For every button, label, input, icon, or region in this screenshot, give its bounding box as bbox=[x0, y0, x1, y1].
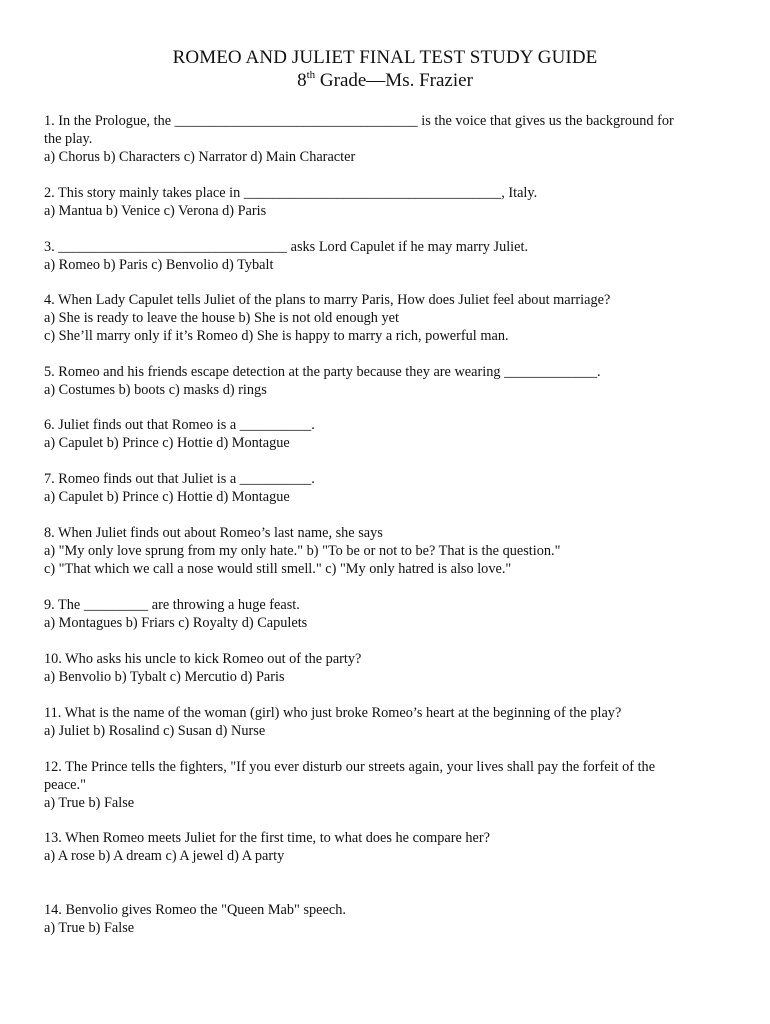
question-14-choices: a) True b) False bbox=[44, 920, 135, 936]
page-title: ROMEO AND JULIET FINAL TEST STUDY GUIDE bbox=[172, 47, 598, 68]
question-9-prompt: 9. The _________ are throwing a huge feast. bbox=[44, 597, 300, 613]
question-12-choices: a) True b) False bbox=[44, 795, 135, 811]
question-4 bbox=[44, 291, 734, 345]
question-9-choices: a) Montagues b) Friars c) Royalty d) Capulets bbox=[44, 615, 308, 631]
question-2-choices: a) Mantua b) Venice c) Verona d) Paris bbox=[44, 203, 267, 219]
question-1-choices: a) Chorus b) Characters c) Narrator d) Main Character bbox=[44, 149, 356, 165]
question-7-choices: a) Capulet b) Prince c) Hottie d) Montague bbox=[44, 489, 290, 505]
question-1 bbox=[44, 112, 734, 166]
question-9 bbox=[44, 596, 734, 632]
question-2-prompt: 2. This story mainly takes place in ____________________________________, Italy. bbox=[44, 185, 538, 201]
question-8-prompt: 8. When Juliet finds out about Romeo’s last name, she says bbox=[44, 525, 383, 541]
question-11-choices: a) Juliet b) Rosalind c) Susan d) Nurse bbox=[44, 723, 266, 739]
subtitle-grade-ordinal: th bbox=[306, 69, 316, 81]
question-6-choices: a) Capulet b) Prince c) Hottie d) Montague bbox=[44, 435, 290, 451]
question-4-choices-cd: c) She’ll marry only if it’s Romeo d) She is happy to marry a rich, powerful man. bbox=[44, 328, 509, 344]
question-3-prompt: 3. ________________________________ asks Lord Capulet if he may marry Juliet. bbox=[44, 239, 529, 255]
question-2 bbox=[44, 184, 734, 220]
question-12 bbox=[44, 758, 734, 812]
question-8 bbox=[44, 524, 734, 578]
question-10-choices: a) Benvolio b) Tybalt c) Mercutio d) Paris bbox=[44, 669, 285, 685]
question-4-prompt: 4. When Lady Capulet tells Juliet of the plans to marry Paris, How does Juliet feel about marriage? bbox=[44, 292, 611, 308]
question-8-choices-ab: a) "My only love sprung from my only hate." b) "To be or not to be? That is the question." bbox=[44, 543, 561, 559]
question-8-choices-cd: c) "That which we call a nose would still smell." c) "My only hatred is also love." bbox=[44, 561, 512, 577]
question-14-prompt: 14. Benvolio gives Romeo the "Queen Mab" speech. bbox=[44, 902, 346, 918]
question-13-prompt: 13. When Romeo meets Juliet for the first time, to what does he compare her? bbox=[44, 830, 490, 846]
question-5-prompt: 5. Romeo and his friends escape detection at the party because they are wearing _____________. bbox=[44, 364, 601, 380]
question-3-choices: a) Romeo b) Paris c) Benvolio d) Tybalt bbox=[44, 257, 274, 273]
subtitle-grade-number: 8 bbox=[297, 70, 307, 91]
question-5 bbox=[44, 363, 734, 399]
question-11 bbox=[44, 704, 734, 740]
question-10-prompt: 10. Who asks his uncle to kick Romeo out of the party? bbox=[44, 651, 362, 667]
question-12-prompt: 12. The Prince tells the fighters, "If you ever disturb our streets again, your lives shall pay the forfeit of the bbox=[44, 759, 656, 775]
question-1-prompt: 1. In the Prologue, the __________________________________ is the voice that gives us the background for bbox=[44, 113, 674, 129]
question-7-prompt: 7. Romeo finds out that Juliet is a __________. bbox=[44, 471, 315, 487]
question-12-prompt-continued: peace." bbox=[44, 777, 86, 793]
page-subtitle bbox=[0, 68, 770, 94]
question-13-choices: a) A rose b) A dream c) A jewel d) A party bbox=[44, 848, 285, 864]
question-7 bbox=[44, 470, 734, 506]
question-13 bbox=[44, 829, 734, 865]
question-6-prompt: 6. Juliet finds out that Romeo is a __________. bbox=[44, 417, 315, 433]
question-11-prompt: 11. What is the name of the woman (girl) who just broke Romeo’s heart at the beginning of the play? bbox=[44, 705, 622, 721]
subtitle-grade-teacher: Grade—Ms. Frazier bbox=[315, 70, 473, 91]
question-3 bbox=[44, 238, 734, 274]
question-4-choices-ab: a) She is ready to leave the house b) She is not old enough yet bbox=[44, 310, 399, 326]
question-5-choices: a) Costumes b) boots c) masks d) rings bbox=[44, 382, 267, 398]
question-10 bbox=[44, 650, 734, 686]
question-6 bbox=[44, 416, 734, 452]
question-14 bbox=[44, 901, 734, 937]
question-1-prompt-continued: the play. bbox=[44, 131, 93, 147]
